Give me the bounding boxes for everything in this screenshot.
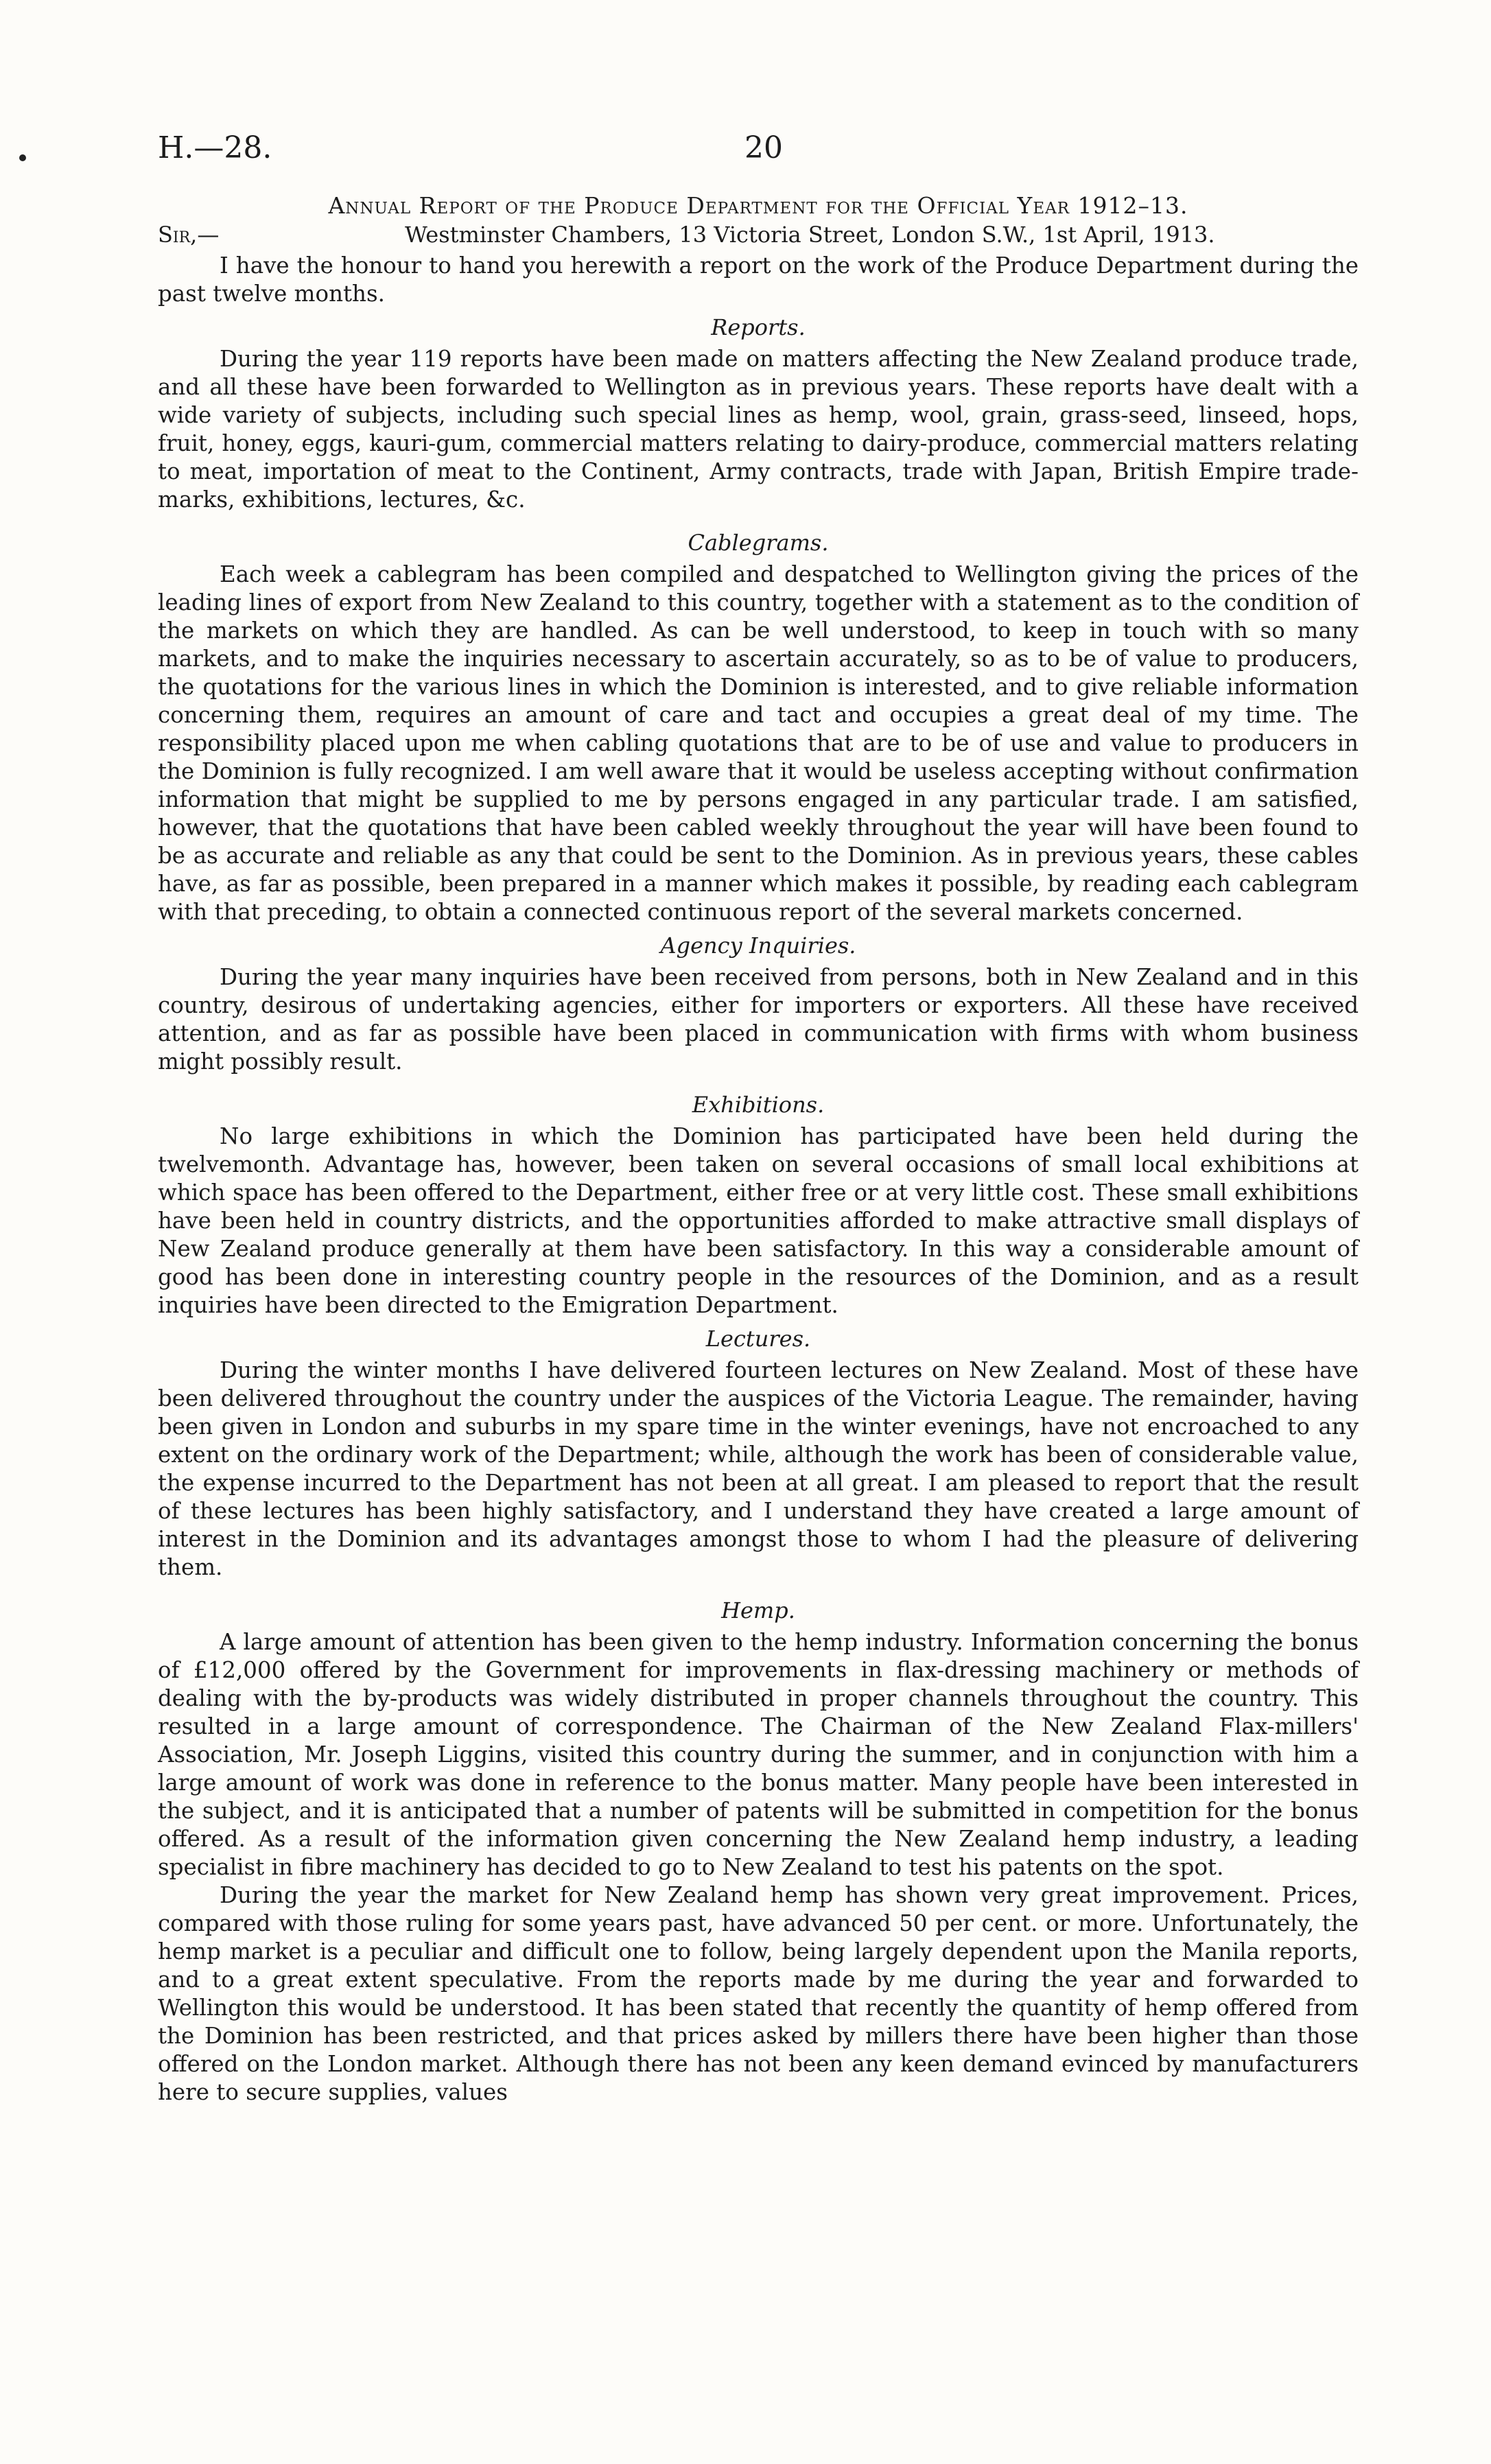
report-title: Annual Report of the Produce Department for the Official Year 1912–13. (328, 192, 1188, 219)
reports-paragraph: During the year 119 reports have been made on matters affecting the New Zealand produce trade, and all these have been forwarded to Wellington as in previous years. These reports have dealt with a wide variety of subjects, including such special lines as hemp, wool, grain, grass-seed, linseed, hops, fruit, honey, eggs, kauri-gum, commercial matters relating to dairy-produce, commercial matters relating to meat, importation of meat to the Continent, Army contracts, trade with Japan, British Empire trade-marks, exhibitions, lectures, &c. (158, 346, 1359, 513)
exhibitions-paragraph: No large exhibitions in which the Dominion has participated have been held during the twelvemonth. Advantage has, however, been taken on several occasions of small local exhibitions at which space has been offered to the Department, either free or at very little cost. These small exhibitions have been held in country districts, and the opportunities afforded to make attractive small displays of New Zealand produce generally at them have been satisfactory. In this way a considerable amount of good has been done in interesting country people in the resources of the Dominion, and as a result inquiries have been directed to the Emigration Department. (158, 1123, 1359, 1318)
sender-address: Westminster Chambers, 13 Victoria Street, London S.W., 1st April, 1913. (405, 222, 1215, 248)
page-number: 20 (744, 130, 783, 165)
page-header (158, 130, 1359, 185)
section-heading-exhibitions: Exhibitions. (692, 1092, 825, 1118)
margin-dot (19, 154, 26, 161)
lectures-paragraph: During the winter months I have delivered fourteen lectures on New Zealand. Most of these have been delivered throughout the country under the auspices of the Victoria League. The remainder, having been given in London and suburbs in my spare time in the winter evenings, have not encroached to any extent on the ordinary work of the Department; while, although the work has been of considerable value, the expense incurred to the Department has not been at all great. I am pleased to report that the result of these lectures has been highly satisfactory, and I understand they have created a large amount of interest in the Dominion and its advantages amongst those to whom I had the pleasure of delivering them. (158, 1357, 1359, 1580)
hemp-paragraph-1: A large amount of attention has been given to the hemp industry. Information concerning the bonus of £12,000 offered by the Government for improvements in flax-dressing machinery or methods of dealing with the by-products was widely distributed in proper channels throughout the country. This resulted in a large amount of correspondence. The Chairman of the New Zealand Flax-millers' Association, Mr. Joseph Liggins, visited this country during the summer, and in conjunction with him a large amount of work was done in reference to the bonus matter. Many people have been interested in the subject, and it is anticipated that a number of patents will be submitted in competition for the bonus offered. As a result of the information given concerning the New Zealand hemp industry, a leading specialist in fibre machinery has decided to go to New Zealand to test his patents on the spot. (158, 1629, 1359, 1880)
agency-inquiries-paragraph: During the year many inquiries have been received from persons, both in New Zealand and in this country, desirous of undertaking agencies, either for importers or exporters. All these have received attention, and as far as possible have been placed in communication with firms with whom business might possibly result. (158, 964, 1359, 1075)
cablegrams-paragraph: Each week a cablegram has been compiled and despatched to Wellington giving the prices of the leading lines of export from New Zealand to this country, together with a statement as to the condition of the markets on which they are handled. As can be well understood, to keep in touch with so many markets, and to make the inquiries necessary to ascertain accurately, so as to be of value to producers, the quotations for the various lines in which the Dominion is interested, and to give reliable information concerning them, requires an amount of care and tact and occupies a great deal of my time. The responsibility placed upon me when cabling quotations that are to be of use and value to producers in the Dominion is fully recognized. I am well aware that it would be useless accepting without confirmation information that might be supplied to me by persons engaged in any particular trade. I am satisfied, however, that the quotations that have been cabled weekly throughout the year will have been found to be as accurate and reliable as any that could be sent to the Dominion. As in previous years, these cables have, as far as possible, been prepared in a manner which makes it possible, by reading each cablegram with that preceding, to obtain a connected continuous report of the several markets concerned. (158, 561, 1359, 925)
section-heading-agency-inquiries: Agency Inquiries. (660, 932, 856, 959)
hemp-paragraph-2: During the year the market for New Zealand hemp has shown very great improvement. Prices, compared with those ruling for some years past, have advanced 50 per cent. or more. Unfortunately, the hemp market is a peculiar and difficult one to follow, being largely dependent upon the Manila reports, and to a great extent speculative. From the reports made by me during the year and forwarded to Wellington this would be understood. It has been stated that recently the quantity of hemp offered from the Dominion has been restricted, and that prices asked by millers there have been higher than those offered on the London market. Although there has not been any keen demand evinced by manufacturers here to secure supplies, values (158, 1882, 1359, 2105)
letter-opening (158, 222, 1359, 252)
document-page (158, 130, 1359, 2107)
section-heading-lectures: Lectures. (705, 1326, 811, 1352)
document-reference: H.—28. (158, 130, 272, 165)
salutation: Sir,— (158, 222, 220, 248)
section-heading-reports: Reports. (711, 314, 806, 340)
section-heading-cablegrams: Cablegrams. (688, 530, 829, 556)
intro-paragraph: I have the honour to hand you herewith a report on the work of the Produce Department during the past twelve months. (158, 253, 1359, 307)
section-heading-hemp: Hemp. (721, 1597, 795, 1623)
